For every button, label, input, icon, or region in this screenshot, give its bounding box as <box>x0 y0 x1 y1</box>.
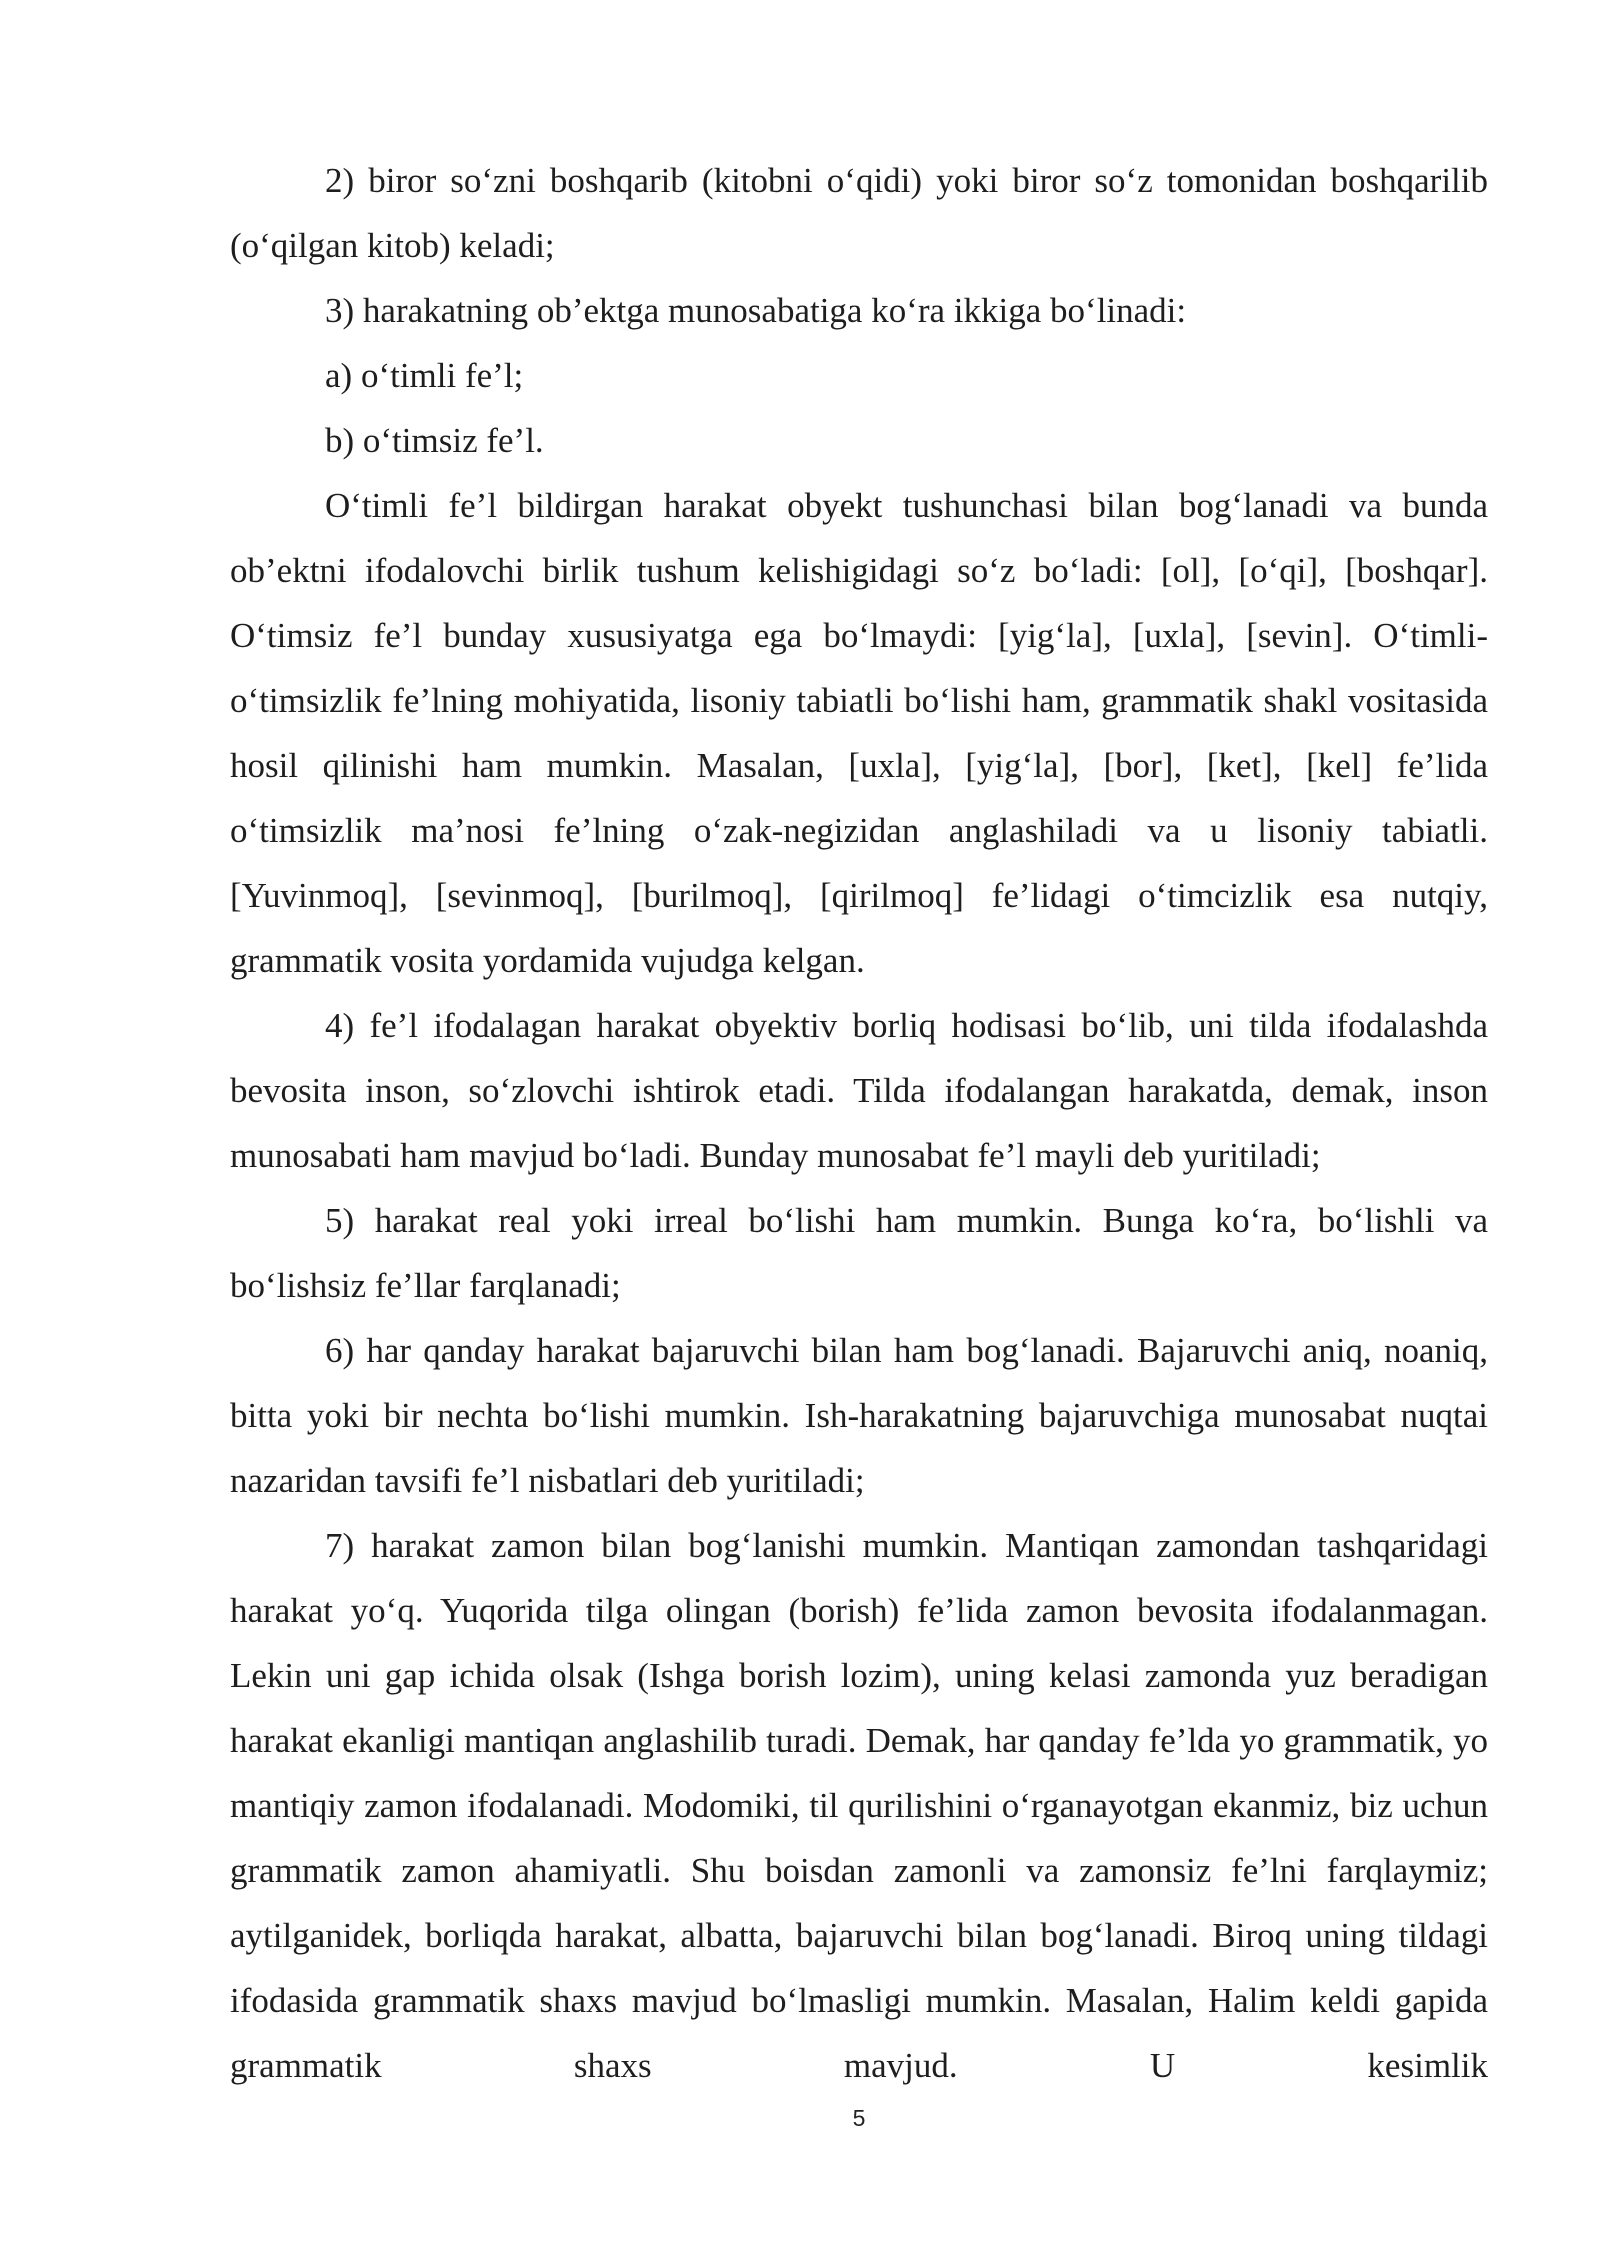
paragraph-item-5: 5) harakat real yoki irreal bo‘lishi ham mumkin. Bunga ko‘ra, bo‘lishli va bo‘lishsiz fe’llar farqlanadi; <box>230 1201 1488 1305</box>
paragraph-item-6: 6) har qanday harakat bajaruvchi bilan ham bog‘lanadi. Bajaruvchi aniq, noaniq, bitta yoki bir nechta bo‘lishi mumkin. Ish-harakatning bajaruvchiga munosabat nuqtai nazaridan tavsifi fe’l nisbatlari deb yuritiladi; <box>230 1331 1488 1500</box>
paragraph-item-b: b) o‘timsiz fe’l. <box>325 421 544 460</box>
paragraph-item-2: 2) biror so‘zni boshqarib (kitobni o‘qidi) yoki biror so‘z tomonidan boshqarilib (o‘qilgan kitob) keladi; <box>230 161 1488 265</box>
paragraph-item-a: a) o‘timli fe’l; <box>325 356 524 395</box>
paragraph-otimli: O‘timli fe’l bildirgan harakat obyekt tushunchasi bilan bog‘lanadi va bunda ob’ektni ifodalovchi birlik tushum kelishigidagi so‘z bo‘ladi: [ol], [o‘qi], [boshqar]. O‘timsiz fe’l bunday xususiyatga ega bo‘lmaydi: [yig‘la], [uxla], [sevin]. O‘timli-o‘timsizlik fe’lning mohiyatida, lisoniy tabiatli bo‘lishi ham, grammatik shakl vositasida hosil qilinishi ham mumkin. Masalan, [uxla], [yig‘la], [bor], [ket], [kel] fe’lida o‘timsizlik ma’nosi fe’lning o‘zak-negizidan anglashiladi va u lisoniy tabiatli. [Yuvinmoq], [sevinmoq], [burilmoq], [qirilmoq] fe’lidagi o‘timcizlik esa nutqiy, grammatik vosita yordamida vujudga kelgan. <box>230 486 1488 980</box>
paragraph-item-3: 3) harakatning ob’ektga munosabatiga ko‘ra ikkiga bo‘linadi: <box>325 291 1187 330</box>
paragraph-item-4: 4) fe’l ifodalagan harakat obyektiv borliq hodisasi bo‘lib, uni tilda ifodalashda bevosita inson, so‘zlovchi ishtirok etadi. Tilda ifodalangan harakatda, demak, inson munosabati ham mavjud bo‘ladi. Bunday munosabat fe’l mayli deb yuritiladi; <box>230 1006 1488 1175</box>
document-body <box>230 148 1488 2098</box>
paragraph-item-7: 7) harakat zamon bilan bog‘lanishi mumkin. Mantiqan zamondan tashqaridagi harakat yo‘q. Yuqorida tilga olingan (borish) fe’lida zamon bevosita ifodalanmagan. Lekin uni gap ichida olsak (Ishga borish lozim), uning kelasi zamonda yuz beradigan harakat ekanligi mantiqan anglashilib turadi. Demak, har qanday fe’lda yo grammatik, yo mantiqiy zamon ifodalanadi. Modomiki, til qurilishini o‘rganayotgan ekanmiz, biz uchun grammatik zamon ahamiyatli. Shu boisdan zamonli va zamonsiz fe’lni farqlaymiz; aytilganidek, borliqda harakat, albatta, bajaruvchi bilan bog‘lanadi. Biroq uning tildagi ifodasida grammatik shaxs mavjud bo‘lmasligi mumkin. Masalan, Halim keldi gapida grammatik shaxs mavjud. U kesimlik <box>230 1526 1488 2085</box>
page-number: 5 <box>852 2105 866 2131</box>
